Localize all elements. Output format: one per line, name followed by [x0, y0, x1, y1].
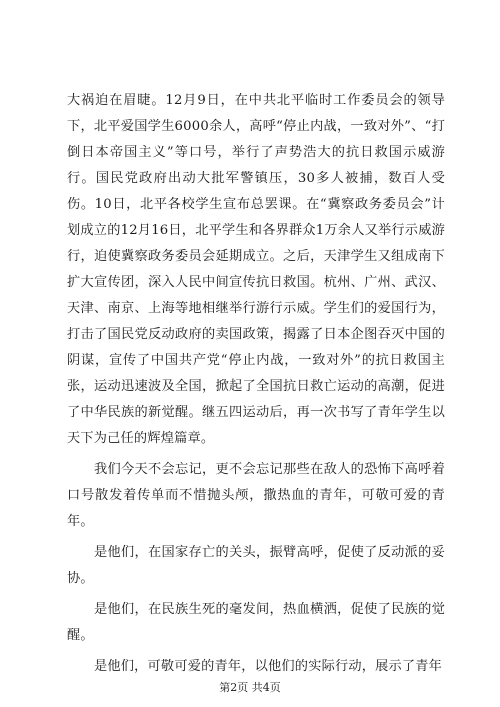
body-paragraph: 是他们，在民族生死的毫发间，热血横洒，促使了民族的觉醒。 [67, 602, 445, 643]
page-number-footer: 第2页 共4页 [219, 681, 281, 694]
body-paragraph: 我们今天不会忘记，更不会忘记那些在敌人的恐怖下高呼着口号散发着传单而不惜抛头颅，撒热血的青年，可敬可爱的青年。 [67, 462, 445, 529]
body-paragraph: 是他们，在国家存亡的关头，振臂高呼，促使了反动派的妥协。 [67, 545, 445, 586]
body-paragraph: 大祸迫在眉睫。12月9日，在中共北平临时工作委员会的领导下，北平爱国学生6000余人，高呼“停止内战，一致对外”、“打倒日本帝国主义”等口号，举行了声势浩大的抗日救国示威游行。国民党政府出动大批军警镇压，30多人被捕，数百人受伤。10日，北平各校学生宣布总罢课。在“冀察政务委员会”计划成立的12月16日，北平学生和各界群众1万余人又举行示威游行，迫使冀察政务委员会延期成立。之后，天津学生又组成南下扩大宣传团，深入人民中间宣传抗日救国。杭州、广州、武汉、天津、南京、上海等地相继举行游行示威。学生们的爱国行为，打击了国民党反动政府的卖国政策，揭露了日本企图吞灭中国的阴谋，宣传了中国共产党“停止内战，一致对外”的抗日救国主张，运动迅速波及全国，掀起了全国抗日救亡运动的高潮，促进了中华民族的新觉醒。继五四运动后，再一次书写了青年学生以天下为己任的辉煌篇章。 [67, 93, 445, 446]
document-body [67, 88, 445, 680]
body-paragraph: 是他们，可敬可爱的青年，以他们的实际行动，展示了青年 [94, 659, 443, 674]
